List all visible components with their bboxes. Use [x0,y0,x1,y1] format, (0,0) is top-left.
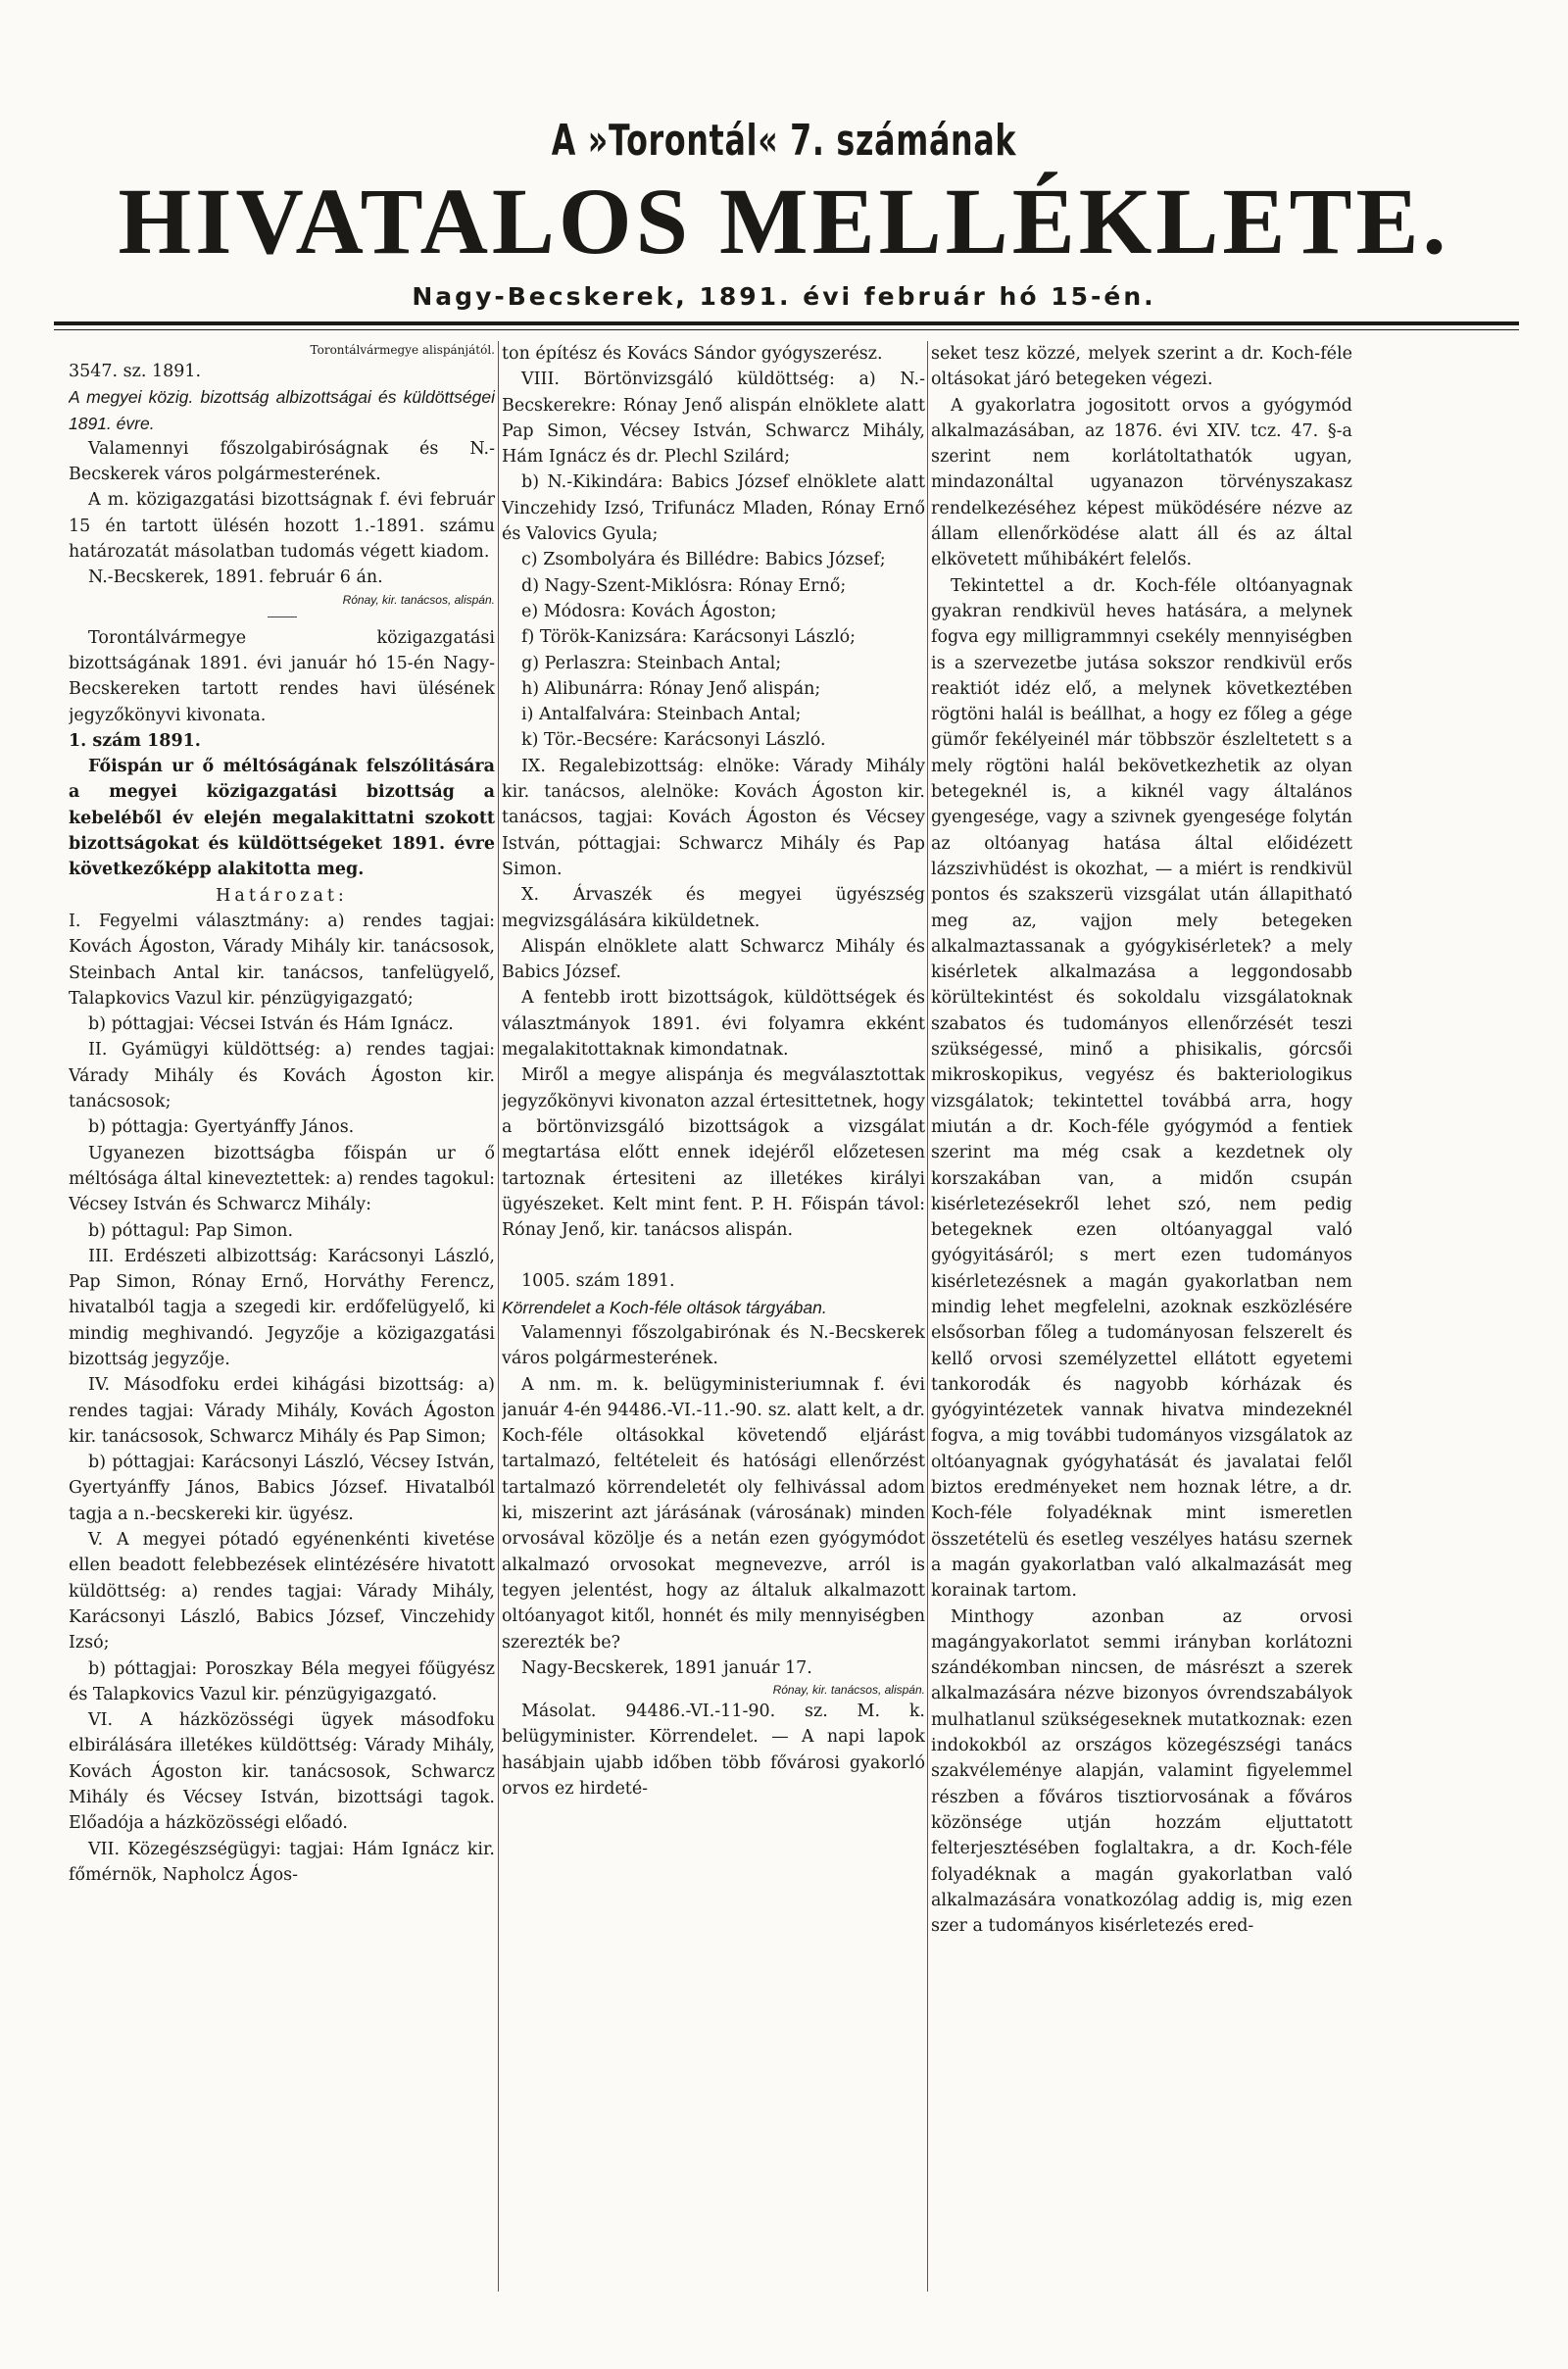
paragraph: k) Tör.-Becsére: Karácsonyi László. [521,730,826,751]
paragraph: Alispán elnöklete alatt Schwarcz Mihály és Babics József. [502,936,925,983]
paragraph: f) Török-Kanizsára: Karácsonyi László; [521,627,857,648]
paragraph: i) Antalfalvára: Steinbach Antal; [521,705,802,725]
paragraph: III. Erdészeti albizottság: Karácsonyi László, Pap Simon, Rónay Ernő, Horváthy Ferencz, hivatalból tagja a szegedi kir. erdőfelügyelő, ki mindig meghivandó. Jegyzője a közigazgatási bizottság jegyzője. [69,1246,495,1369]
section-heading: Határozat: [216,885,348,906]
paragraph: IX. Regalebizottság: elnöke: Várady Mihály kir. tanácsos, alelnöke: Kovách Ágoston kir. tanácsos, tagjai: Kovách Ágoston és Vécsey István, póttagjai: Schwarcz Mihály és Pap Simon. [502,756,925,879]
paragraph: Valamennyi főszolgabiróságnak és N.-Becskerek város polgármesterének. [69,438,495,485]
column-divider [927,341,928,2292]
source-line: Torontálvármegye alispánjától. [310,343,495,357]
signature: Rónay, kir. tanácsos, alispán. [342,592,495,607]
paragraph: b) N.-Kikindára: Babics József elnöklete alatt Vinczehidy Izsó, Trifunácz Mladen, Rónay Ernő és Valovics Gyula; [502,472,925,545]
paragraph: VI. A házközösségi ügyek másodfoku elbirálására illetékes küldöttség: Várady Mihály, Kovách Ágoston kir. tanácsosok, Schwarcz Mihály és Vécsey István, bizottsági tagok. Előadója a házközösségi előadó. [69,1710,495,1834]
column-3 [931,341,1352,2301]
column-1 [69,341,495,2301]
paragraph: VIII. Börtönvizsgáló küldöttség: a) N.-Becskerekre: Rónay Jenő alispán elnöklete alatt Pap Simon, Vécsey István, Schwarcz Mihály, Hám Ignácz és dr. Plechl Szilárd; [502,370,925,468]
paragraph: b) póttagjai: Karácsonyi László, Vécsey István, Gyertyánffy János, Babics József. Hivatalból tagja a n.-becskereki kir. ügyész. [69,1453,495,1524]
paragraph: b) póttagja: Gyertyánffy János. [88,1117,355,1138]
paragraph: A m. közigazgatási bizottságnak f. évi február 15 én tartott ülésén hozott 1.-1891. számu határozatát másolatban tudomás végett kiadom. [69,490,495,563]
paragraph: VII. Közegészségügyi: tagjai: Hám Ignácz kir. főmérnök, Napholcz Ágos- [69,1839,495,1885]
paragraph: seket tesz közzé, melyek szerint a dr. Koch-féle oltásokat járó betegeken végezi. [931,344,1352,390]
paragraph: e) Módosra: Kovách Ágoston; [521,601,777,621]
paragraph: b) póttagjai: Vécsei István és Hám Ignácz. [88,1014,454,1035]
paragraph: b) póttagjai: Poroszkay Béla megyei főügyész és Talapkovics Vazul kir. pénzügyigazgató. [69,1658,495,1704]
paragraph: I. Fegyelmi választmány: a) rendes tagjai: Kovách Ágoston, Várady Mihály kir. tanácsosok, Steinbach Antal kir. tanácsos, tanfelügyelő, Talapkovics Vazul kir. pénzügyigazgató; [69,911,495,1009]
paragraph: Ugyanezen bizottságba főispán ur ő méltósága által kineveztettek: a) rendes tagokul: Vécsey István és Schwarcz Mihály: [69,1143,495,1215]
paragraph: Másolat. 94486.-VI.-11-90. sz. M. k. belügyminister. Körrendelet. — A napi lapok hasábjain ujabb időben több fővárosi gyakorló orvos ez hirdeté- [502,1702,925,1800]
paragraph: h) Alibunárra: Rónay Jenő alispán; [521,678,821,699]
paragraph: A nm. m. k. belügyministeriumnak f. évi január 4-én 94486.-VI.-11.-90. sz. alatt kelt, a dr. Koch-féle oltásokkal követendő eljárást tartalmazó, feltételeit és hatósági ellenőrzést tartalmazó körrendeletét oly felhivással adom ki, miszerint azt járásának (városának) minden orvosával közölje és a netán ezen gyógymódot alkalmazó orvosokat megnevezve, arról is tegyen jelentést, hogy az általuk alkalmazott oltóanyagot kitől, honnét és mily mennyiségben szerezték be? [502,1374,925,1653]
supertitle: A »Torontál« 7. számának [551,116,1017,166]
paragraph: g) Perlaszra: Steinbach Antal; [521,653,782,673]
paragraph: d) Nagy-Szent-Miklósra: Rónay Ernő; [521,575,847,596]
signature: Rónay, kir. tanácsos, alispán. [772,1683,925,1698]
masthead-title: HIVATALOS MELLÉKLETE. [118,169,1450,273]
paragraph: Valamennyi főszolgabirónak és N.-Becskerek város polgármesterének. [502,1322,925,1369]
paragraph: A gyakorlatra jogositott orvos a gyógymód alkalmazásában, az 1876. évi XIV. tcz. 47. §-a szerint nem korlátoltathatók ugyan, mindazonáltal ugyanazon törvényszakasz rendelkezéséhez képest müködésére nézve az állam ellenőrködése alatt áll és az által elkövetett műhibákért felelős. [931,395,1352,570]
paragraph: Minthogy azonban az orvosi magángyakorlatot semmi irányban korlátozni szándékomban nincsen, de másrészt a szerek alkalmazására nézve bizonyos óvrendszabályok mulhatlanul szükségeseknek mutatkoznak: ezen indokokból az országos közegészségi tanács szakvéleménye alapján, valamint figyelemmel részben a főváros tisztiorvosának a főváros közönsége utján hozzám eljuttatott felterjesztésében foglaltakra, a dr. Koch-féle folyadéknak a magán gyakorlatban való alkalmazására vonatkozólag addig is, mig ezen szer a tudományos kisérletezés ered- [931,1606,1352,1937]
paragraph: N.-Becskerek, 1891. február 6 án. [88,568,383,588]
paragraph: V. A megyei pótadó egyénenkénti kivetése ellen beadott felebbezések elintézésére hivatott küldöttség: a) rendes tagjai: Várady Mihály, Karácsonyi László, Babics József, Vinczehidy Izsó; [69,1530,495,1653]
item-number: 1005. szám 1891. [521,1271,675,1292]
minutes-number: 1. szám 1891. [69,730,201,751]
item-title: Körrendelet a Koch-féle oltások tárgyában. [502,1297,827,1317]
paragraph: Miről a megye alispánja és megválasztottak jegyzőkönyvi kivonaton azzal értesittetnek, hogy a börtönvizsgáló bizottságok a vizsgálat megtartása előtt ennek idejéről előzetesen tartoznak értesiteni az illetékes királyi ügyészeket. Kelt mint fent. P. H. Főispán távol: Rónay Jenő, kir. tanácsos alispán. [502,1065,925,1241]
paragraph: b) póttagul: Pap Simon. [88,1220,294,1241]
column-divider [498,341,499,2292]
dateline: Nagy-Becskerek, 1891. évi február hó 15-én. [412,282,1156,311]
item-number: 3547. sz. 1891. [69,362,202,381]
item-title: A megyei közig. bizottság albizottságai és küldöttségei 1891. évre. [69,387,495,433]
paragraph: c) Zsombolyára és Billédre: Babics József; [521,550,886,570]
minutes-title: Torontálvármegye közigazgatási bizottságának 1891. évi január hó 15-én Nagy-Becskereken tartott rendes havi ülésének jegyzőkönyvi kivonata. [69,627,495,725]
paragraph: ton építész és Kovács Sándor gyógyszerész. [502,344,883,364]
paragraph: Nagy-Becskerek, 1891 január 17. [521,1657,812,1678]
column-2 [502,341,925,2301]
paragraph: X. Árvaszék és megyei ügyészség megvizsgálására kiküldetnek. [502,885,925,931]
paragraph: II. Gyámügyi küldöttség: a) rendes tagjai: Várady Mihály és Kovách Ágoston kir. tanácsosok; [69,1040,495,1112]
spacer [502,1243,925,1268]
header-rule-thick [54,321,1519,325]
paragraph: Főispán ur ő méltóságának felszólitására a megyei közigazgatási bizottság a kebeléből év elején megalakittatni szokott bizottságokat és küldöttségeket 1891. évre következőképp alakitotta meg. [69,757,495,880]
paragraph: IV. Másodfoku erdei kihágási bizottság: a) rendes tagjai: Várady Mihály, Kovách Ágoston kir. tanácsosok, Schwarcz Mihály és Pap Simon; [69,1375,495,1447]
paragraph: Tekintettel a dr. Koch-féle oltóanyagnak gyakran rendkivül heves hatására, a melynek fogva egy milligrammnyi csekély mennyiségben is a szervezetbe jutása sokszor rendkivül erős reaktiót idéz elő, a melynek következtében rögtöni halál is beállhat, a hogy ez főleg a gége gümőr fekélyeinél már többször észleltetett s a mely rögtöni halál bekövetkezhetik az olyan betegeknél is, a kiknél vagy általános gyengesége, vagy a szivnek gyengesége folytán az oltóanyag hatása által előidézett lázszivhüdést is okozhat, — a miért is rendkivül pontos és szakszerü vizsgálat után állapitható meg az, vajjon mely betegeken alkalmaztassanak a gyógykisérletek? a mely kisérletek alkalmazása a leggondosabb körültekintést és sokoldalu vizsgálatoknak szabatos és tudományos ellenőrzését teszi szükségessé, minő a phisikalis, górcsői mikroskopikus, vegyész és bakteriologikus vizsgálatok; tekintettel továbbá arra, hogy miután a dr. Koch-féle gyógymód a fentiek szerint ma még csak a kezdetnek oly korszakában van, a midőn csupán kisérletezésekről lehet szó, nem pedig betegeknek ezen oltóanyaggal való gyógyitásáról; s mert ezen tudományos kisérletezésnek a magán gyakorlatban nem mindig lehet megfelelni, azoknak eszközlésére elsősorban főleg a tudományosan felszerelt és kellő orvosi személyzettel ellátott egyetemi tankorodák és nagyobb kórházak és gyógyintézetek vannak hivatva mindezeknél fogva, a mig további tudományos vizsgálatok az oltóanyagnak gyógyhatását és javalatai felől biztos eredményeket nem hoznak létre, a dr. Koch-féle folyadéknak mint ismeretlen összetételü és esetleg veszélyes hatásu szernek a magán gyakorlatban való alkalmazását meg korainak tartom. [931,575,1352,1602]
paragraph: A fentebb irott bizottságok, küldöttségek és választmányok 1891. évi folyamra ekként megalakitottaknak kimondatnak. [502,988,925,1061]
header-rule-thin [54,329,1519,330]
